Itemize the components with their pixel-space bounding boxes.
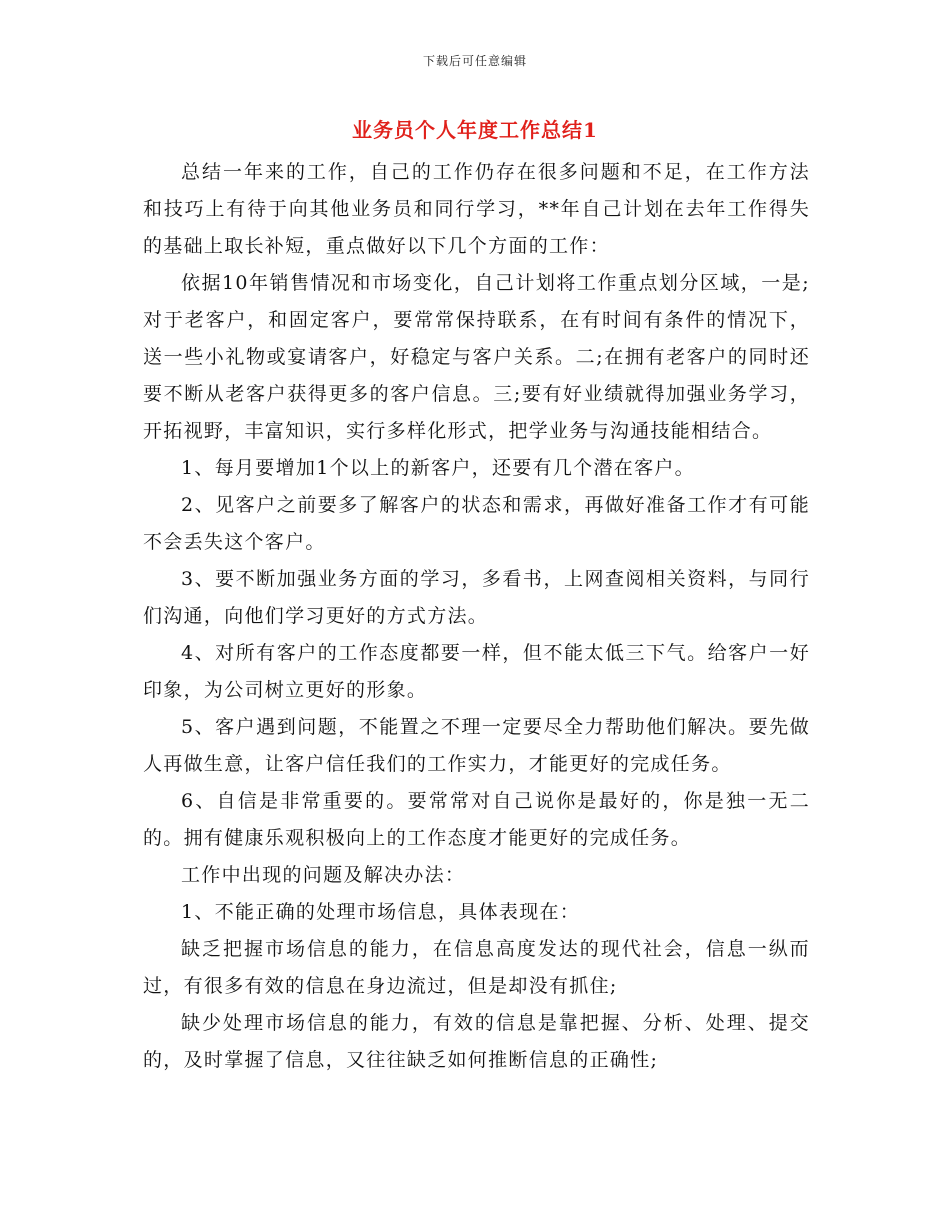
section-heading: 工作中出现的问题及解决办法： xyxy=(181,864,466,886)
paragraph: 总结一年来的工作，自己的工作仍存在很多问题和不足，在工作方法和技巧上有待于向其他业务员和同行学习，**年自己计划在去年工作得失的基础上取长补短，重点做好以下几个方面的工作： xyxy=(143,161,810,257)
list-item: 1、不能正确的处理市场信息，具体表现在： xyxy=(181,901,581,923)
list-item: 4、对所有客户的工作态度都要一样，但不能太低三下气。给客户一好印象，为公司树立更好的形象。 xyxy=(143,642,810,701)
list-item: 2、见客户之前要多了解客户的状态和需求，再做好准备工作才有可能不会丢失这个客户。 xyxy=(143,494,810,553)
document-body xyxy=(143,154,810,1079)
paragraph: 依据10年销售情况和市场变化，自己计划将工作重点划分区域，一是;对于老客户，和固定客户，要常常保持联系，在有时间有条件的情况下，送一些小礼物或宴请客户，好稳定与客户关系。二;在拥有老客户的同时还要不断从老客户获得更多的客户信息。三;要有好业绩就得加强业务学习，开拓视野，丰富知识，实行多样化形式，把学业务与沟通技能相结合。 xyxy=(143,272,810,442)
document-title: 业务员个人年度工作总结1 xyxy=(352,118,598,142)
paragraph: 缺少处理市场信息的能力，有效的信息是靠把握、分析、处理、提交的，及时掌握了信息，又往往缺乏如何推断信息的正确性; xyxy=(143,1012,810,1071)
list-item: 5、客户遇到问题，不能置之不理一定要尽全力帮助他们解决。要先做人再做生意，让客户信任我们的工作实力，才能更好的完成任务。 xyxy=(143,716,810,775)
list-item: 6、自信是非常重要的。要常常对自己说你是最好的，你是独一无二的。拥有健康乐观积极向上的工作态度才能更好的完成任务。 xyxy=(143,790,810,849)
list-item: 3、要不断加强业务方面的学习，多看书，上网查阅相关资料，与同行们沟通，向他们学习更好的方式方法。 xyxy=(143,568,810,627)
paragraph: 缺乏把握市场信息的能力，在信息高度发达的现代社会，信息一纵而过，有很多有效的信息在身边流过，但是却没有抓住; xyxy=(143,938,810,997)
list-item: 1、每月要增加1个以上的新客户，还要有几个潜在客户。 xyxy=(181,457,695,479)
page-header-note: 下载后可任意编辑 xyxy=(422,54,527,68)
